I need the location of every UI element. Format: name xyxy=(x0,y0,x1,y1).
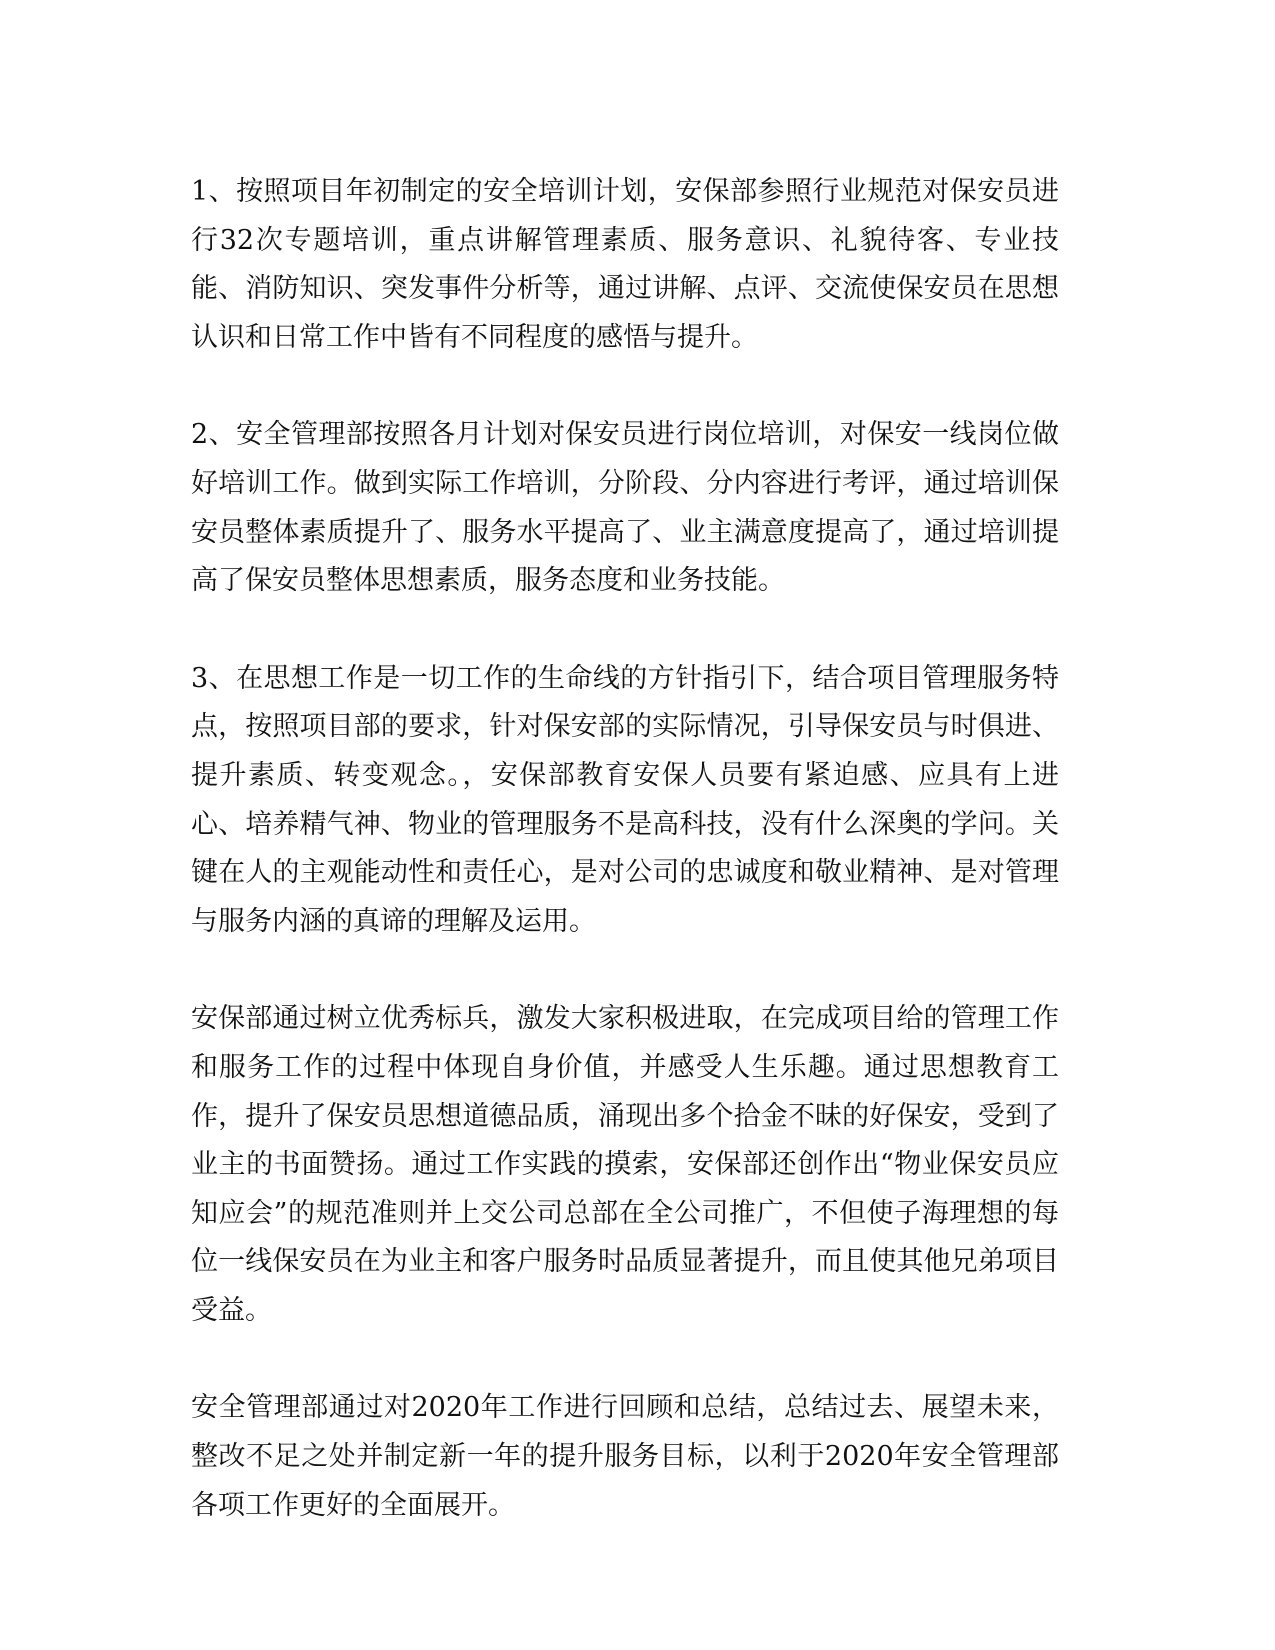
paragraph-model-guards: 安保部通过树立优秀标兵，激发大家积极进取，在完成项目给的管理工作和服务工作的过程中体现自身价值，并感受人生乐趣。通过思想教育工作，提升了保安员思想道德品质，涌现出多个拾金不昧的好保安，受到了业主的书面赞扬。通过工作实践的摸索，安保部还创作出“物业保安员应知应会”的规范准则并上交公司总部在全公司推广，不但使子海理想的每位一线保安员在为业主和客户服务时品质显著提升，而且使其他兄弟项目受益。 xyxy=(191,1003,1059,1326)
paragraph-summary: 安全管理部通过对2020年工作进行回顾和总结，总结过去、展望未来，整改不足之处并制定新一年的提升服务目标，以利于2020年安全管理部各项工作更好的全面展开。 xyxy=(191,1392,1059,1521)
paragraph-post-training: 2、安全管理部按照各月计划对保安员进行岗位培训，对保安一线岗位做好培训工作。做到实际工作培训，分阶段、分内容进行考评，通过培训保安员整体素质提升了、服务水平提高了、业主满意度提高了，通过培训提高了保安员整体思想素质，服务态度和业务技能。 xyxy=(191,419,1059,597)
paragraph-ideological-work: 3、在思想工作是一切工作的生命线的方针指引下，结合项目管理服务特点，按照项目部的要求，针对保安部的实际情况，引导保安员与时俱进、提升素质、转变观念。，安保部教育安保人员要有紧迫感、应具有上进心、培养精气神、物业的管理服务不是高科技，没有什么深奥的学问。关键在人的主观能动性和责任心，是对公司的忠诚度和敬业精神、是对管理与服务内涵的真谛的理解及运用。 xyxy=(191,662,1059,937)
paragraph-training-plan: 1、按照项目年初制定的安全培训计划，安保部参照行业规范对保安员进行32次专题培训，重点讲解管理素质、服务意识、礼貌待客、专业技能、消防知识、突发事件分析等，通过讲解、点评、交流使保安员在思想认识和日常工作中皆有不同程度的感悟与提升。 xyxy=(191,176,1059,353)
document-body xyxy=(191,168,1059,1530)
